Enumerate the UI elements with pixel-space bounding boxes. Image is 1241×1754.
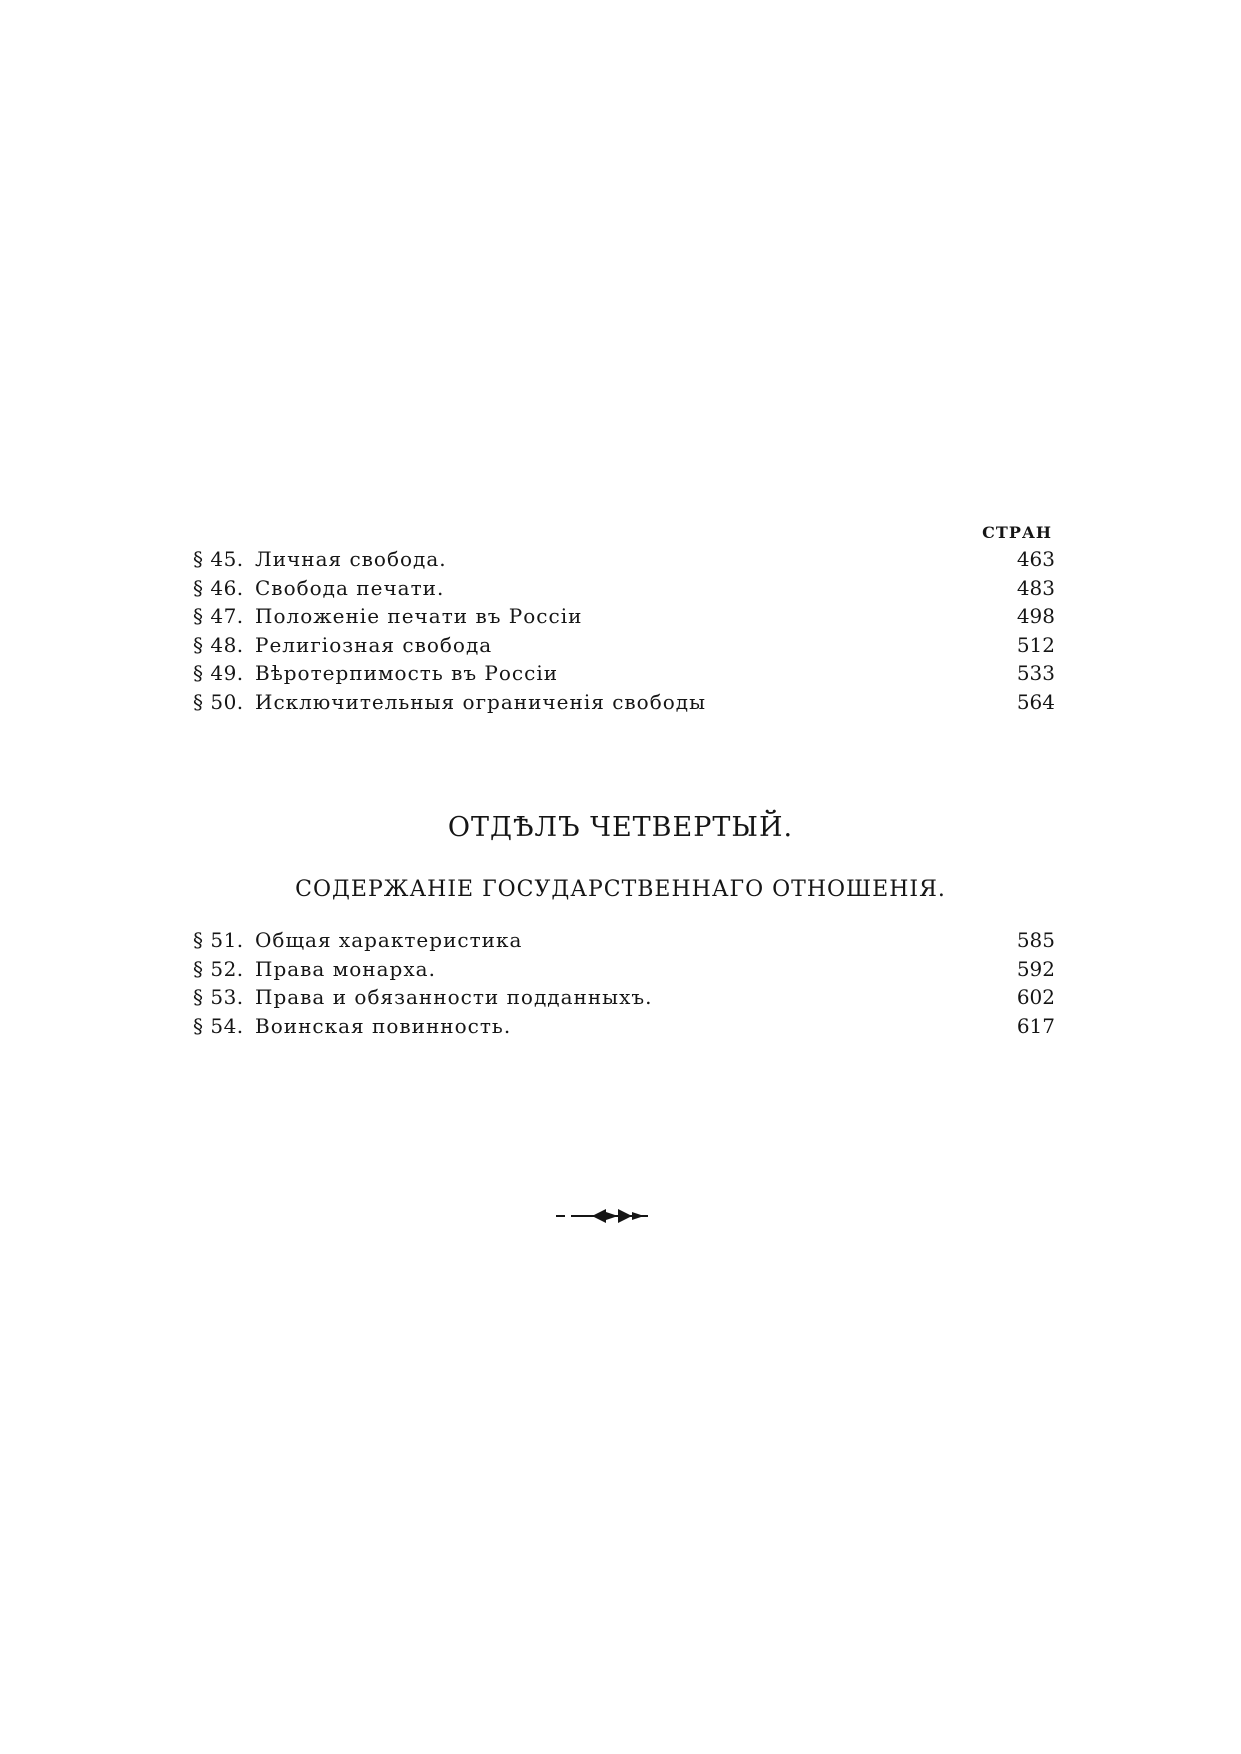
toc-page-number: 533 (1016, 661, 1055, 686)
toc-page-number: 512 (1016, 632, 1055, 657)
toc-page-number: 617 (1016, 1013, 1055, 1038)
toc-entry (193, 926, 1055, 955)
page-column-header: СТРАН (982, 523, 1052, 542)
dash-arrow-ornament-icon (556, 1208, 652, 1224)
toc-page-number: 483 (1016, 575, 1055, 600)
toc-entry-title: Вѣротерпимость въ Россіи (255, 661, 559, 686)
toc-page-number: 463 (1016, 547, 1055, 572)
toc-section-number: § 50. (193, 689, 244, 714)
toc-entry (193, 955, 1055, 984)
toc-entry-title: Личная свобода. (255, 547, 447, 572)
toc-section-number: § 52. (193, 956, 244, 981)
toc-entry (193, 983, 1055, 1012)
toc-part-three (193, 545, 1055, 716)
toc-section-number: § 51. (193, 928, 244, 953)
toc-page-number: 602 (1016, 985, 1055, 1010)
toc-entry (193, 659, 1055, 688)
toc-entry (193, 602, 1055, 631)
toc-section-number: § 45. (193, 547, 244, 572)
toc-entry (193, 574, 1055, 603)
toc-page-number: 585 (1016, 928, 1055, 953)
part-four-subheading: СОДЕРЖАНІЕ ГОСУДАРСТВЕННАГО ОТНОШЕНІЯ. (295, 877, 946, 902)
toc-entry-title: Исключительныя ограниченія свободы (255, 689, 707, 714)
toc-section-number: § 49. (193, 661, 244, 686)
toc-entry (193, 631, 1055, 660)
toc-entry-title: Общая характеристика (255, 928, 523, 953)
part-four-heading: ОТДѢЛЪ ЧЕТВЕРТЫЙ. (447, 812, 794, 843)
toc-page-number: 592 (1016, 956, 1055, 981)
toc-entry-title: Религіозная свобода (255, 632, 493, 657)
toc-part-four (193, 926, 1055, 1040)
toc-entry-title: Права и обязанности подданныхъ. (255, 985, 653, 1010)
toc-page-number: 564 (1016, 689, 1055, 714)
toc-section-number: § 53. (193, 985, 244, 1010)
toc-entry-title: Положеніе печати въ Россіи (255, 604, 583, 629)
toc-entry-title: Свобода печати. (255, 575, 445, 600)
toc-entry (193, 545, 1055, 574)
toc-page-number: 498 (1016, 604, 1055, 629)
toc-section-number: § 47. (193, 604, 244, 629)
toc-entry (193, 688, 1055, 717)
toc-section-number: § 48. (193, 632, 244, 657)
toc-section-number: § 54. (193, 1013, 244, 1038)
toc-entry-title: Права монарха. (255, 956, 436, 981)
toc-section-number: § 46. (193, 575, 244, 600)
toc-entry-title: Воинская повинность. (255, 1013, 512, 1038)
toc-entry (193, 1012, 1055, 1041)
